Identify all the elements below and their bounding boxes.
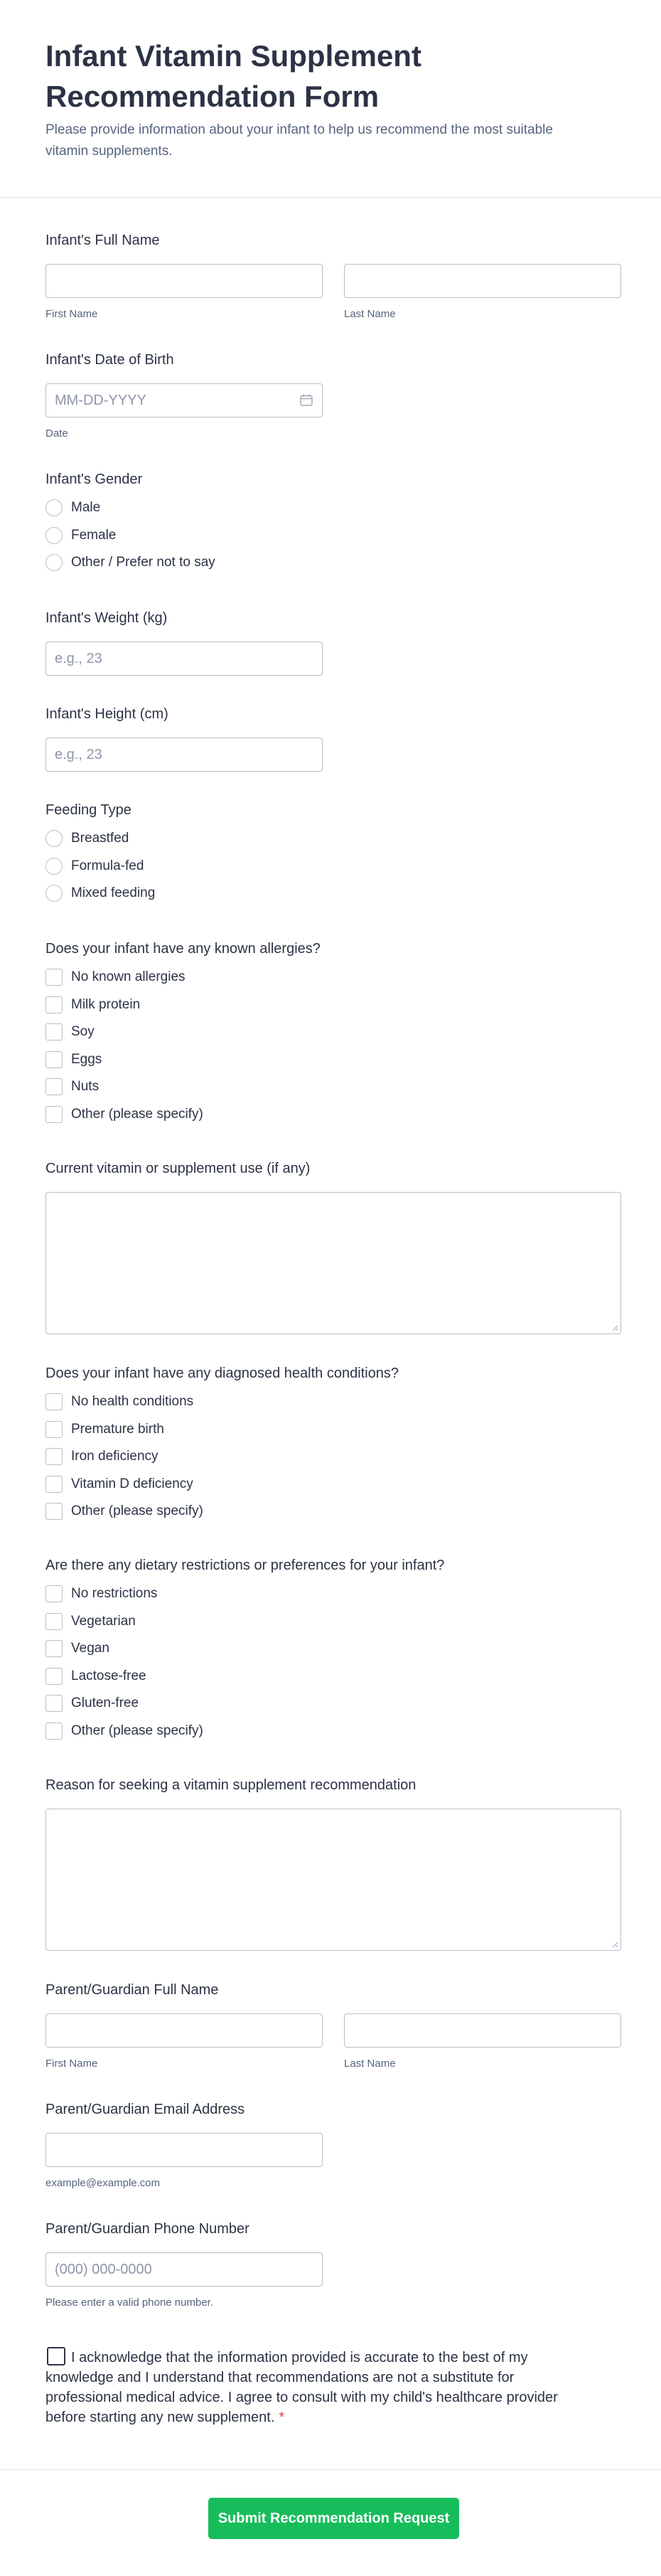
gender-field xyxy=(45,470,621,577)
condition-option-label: Vitamin D deficiency xyxy=(71,1476,193,1491)
allergy-option-label: Milk protein xyxy=(71,996,141,1012)
required-asterisk: * xyxy=(279,2410,285,2425)
height-field xyxy=(45,705,621,772)
condition-option-label: Other (please specify) xyxy=(71,1503,203,1519)
allergy-option-label: No known allergies xyxy=(71,969,186,985)
last-name-sublabel: Last Name xyxy=(344,308,396,320)
checkbox[interactable] xyxy=(45,1421,63,1438)
infant-name-label: Infant's Full Name xyxy=(45,233,160,248)
dob-sublabel: Date xyxy=(45,427,68,440)
allergy-option[interactable] xyxy=(45,1046,621,1074)
condition-option[interactable] xyxy=(45,1388,621,1416)
diet-option[interactable] xyxy=(45,1635,621,1663)
conditions-label: Does your infant have any diagnosed health conditions? xyxy=(45,1366,399,1381)
allergy-option[interactable] xyxy=(45,1073,621,1101)
infant-name-field xyxy=(45,231,621,321)
radio-button[interactable] xyxy=(45,499,63,516)
condition-option-label: Iron deficiency xyxy=(71,1449,158,1464)
allergy-option-label: Nuts xyxy=(71,1079,100,1095)
diet-option[interactable] xyxy=(45,1608,621,1636)
condition-option[interactable] xyxy=(45,1443,621,1471)
parent-name-field xyxy=(45,1981,621,2070)
allergies-field xyxy=(45,940,621,1128)
acknowledgement-field xyxy=(45,2347,621,2427)
first-name-sublabel: First Name xyxy=(45,308,98,320)
email-sublabel: example@example.com xyxy=(45,2177,161,2189)
checkbox[interactable] xyxy=(45,1723,63,1740)
diet-option-label: Vegan xyxy=(71,1641,109,1656)
current-use-label: Current vitamin or supplement use (if any) xyxy=(45,1161,311,1176)
weight-field xyxy=(45,609,621,676)
dob-label: Infant's Date of Birth xyxy=(45,352,174,368)
diet-option[interactable] xyxy=(45,1690,621,1718)
feeding-option[interactable] xyxy=(45,825,621,853)
condition-option[interactable] xyxy=(45,1471,621,1499)
phone-field xyxy=(45,2220,621,2309)
gender-option[interactable] xyxy=(45,522,621,550)
current-use-field xyxy=(45,1159,621,1334)
allergy-option-label: Soy xyxy=(71,1024,95,1040)
phone-input[interactable] xyxy=(45,2252,323,2287)
radio-button[interactable] xyxy=(45,885,63,902)
feeding-option-label: Breastfed xyxy=(71,831,129,846)
checkbox[interactable] xyxy=(45,996,63,1013)
diet-option[interactable] xyxy=(45,1580,621,1608)
email-input[interactable] xyxy=(45,2133,323,2167)
acknowledgement-text-block xyxy=(45,2347,571,2427)
allergy-option-label: Eggs xyxy=(71,1051,102,1067)
diet-option-label: No restrictions xyxy=(71,1586,158,1602)
acknowledgement-checkbox[interactable] xyxy=(47,2347,65,2365)
feeding-label: Feeding Type xyxy=(45,802,131,818)
checkbox[interactable] xyxy=(45,1393,63,1410)
dob-input[interactable] xyxy=(45,383,323,417)
checkbox[interactable] xyxy=(45,1503,63,1520)
allergies-label: Does your infant have any known allergies? xyxy=(45,941,321,957)
diet-field xyxy=(45,1556,621,1745)
diet-option[interactable] xyxy=(45,1718,621,1745)
checkbox[interactable] xyxy=(45,1106,63,1123)
diet-label: Are there any dietary restrictions or preferences for your infant? xyxy=(45,1558,445,1573)
checkbox[interactable] xyxy=(45,1448,63,1465)
allergy-option-label: Other (please specify) xyxy=(71,1106,203,1122)
allergy-option[interactable] xyxy=(45,991,621,1019)
resize-handle-icon[interactable] xyxy=(611,1941,618,1948)
dob-field xyxy=(45,351,621,440)
weight-input[interactable] xyxy=(45,642,323,676)
infant-first-name-input[interactable] xyxy=(45,264,323,298)
gender-option[interactable] xyxy=(45,549,621,577)
current-use-textarea[interactable] xyxy=(45,1192,621,1334)
phone-label: Parent/Guardian Phone Number xyxy=(45,2221,249,2237)
allergy-option[interactable] xyxy=(45,1018,621,1046)
form-title: Infant Vitamin Supplement Recommendation Form xyxy=(45,39,421,113)
first-name-sublabel: First Name xyxy=(45,2058,98,2070)
radio-button[interactable] xyxy=(45,554,63,571)
gender-option-label: Female xyxy=(71,527,117,543)
feeding-field xyxy=(45,801,621,908)
reason-field xyxy=(45,1776,621,1951)
reason-textarea[interactable] xyxy=(45,1809,621,1951)
gender-options xyxy=(45,494,621,577)
parent-name-label: Parent/Guardian Full Name xyxy=(45,1982,219,1998)
gender-option-label: Other / Prefer not to say xyxy=(71,555,215,570)
radio-button[interactable] xyxy=(45,830,63,847)
checkbox[interactable] xyxy=(45,1695,63,1712)
form-header xyxy=(0,0,661,198)
checkbox[interactable] xyxy=(45,1613,63,1630)
checkbox[interactable] xyxy=(45,1585,63,1602)
condition-option[interactable] xyxy=(45,1416,621,1444)
resize-handle-icon[interactable] xyxy=(611,1324,618,1331)
checkbox[interactable] xyxy=(45,1476,63,1493)
parent-first-name-input[interactable] xyxy=(45,2013,323,2048)
gender-option-label: Male xyxy=(71,500,101,516)
checkbox[interactable] xyxy=(45,969,63,986)
condition-option-label: Premature birth xyxy=(71,1421,164,1437)
submit-button[interactable]: Submit Recommendation Request xyxy=(208,2498,459,2539)
diet-option[interactable] xyxy=(45,1663,621,1691)
checkbox[interactable] xyxy=(45,1640,63,1657)
checkbox[interactable] xyxy=(45,1023,63,1040)
calendar-icon[interactable] xyxy=(300,394,313,406)
email-field xyxy=(45,2100,621,2190)
gender-label: Infant's Gender xyxy=(45,472,143,487)
diet-option-label: Other (please specify) xyxy=(71,1723,203,1738)
radio-button[interactable] xyxy=(45,527,63,544)
condition-option-label: No health conditions xyxy=(71,1394,194,1410)
weight-label: Infant's Weight (kg) xyxy=(45,610,168,626)
conditions-field xyxy=(45,1364,621,1526)
form-footer xyxy=(0,2469,661,2576)
parent-last-name-input[interactable] xyxy=(344,2013,621,2048)
feeding-option-label: Formula-fed xyxy=(71,858,144,873)
condition-option[interactable] xyxy=(45,1498,621,1526)
feeding-option-label: Mixed feeding xyxy=(71,885,156,901)
infant-last-name-input[interactable] xyxy=(344,264,621,298)
checkbox[interactable] xyxy=(45,1078,63,1095)
reason-label: Reason for seeking a vitamin supplement recommendation xyxy=(45,1777,417,1793)
height-input[interactable] xyxy=(45,738,323,772)
last-name-sublabel: Last Name xyxy=(344,2058,396,2070)
gender-option[interactable] xyxy=(45,494,621,522)
diet-option-label: Gluten-free xyxy=(71,1696,139,1711)
radio-button[interactable] xyxy=(45,858,63,875)
checkbox[interactable] xyxy=(45,1668,63,1685)
diet-option-label: Lactose-free xyxy=(71,1668,146,1683)
allergy-option[interactable] xyxy=(45,964,621,991)
form-subtitle: Please provide information about your infant to help us recommend the most suitable vitamin supplements. xyxy=(45,122,553,159)
height-label: Infant's Height (cm) xyxy=(45,706,168,722)
diet-option-label: Vegetarian xyxy=(71,1613,136,1629)
feeding-option[interactable] xyxy=(45,853,621,880)
checkbox[interactable] xyxy=(45,1051,63,1068)
email-label: Parent/Guardian Email Address xyxy=(45,2102,245,2117)
acknowledgement-text: I acknowledge that the information provided is accurate to the best of my knowledge and I understand that recommendations are not a substitute for professional medical advice. I agree to consult with my child's healthcare provider before starting any new supplement. xyxy=(45,2350,558,2425)
feeding-option[interactable] xyxy=(45,880,621,908)
allergy-option[interactable] xyxy=(45,1101,621,1129)
phone-sublabel: Please enter a valid phone number. xyxy=(45,2296,213,2309)
